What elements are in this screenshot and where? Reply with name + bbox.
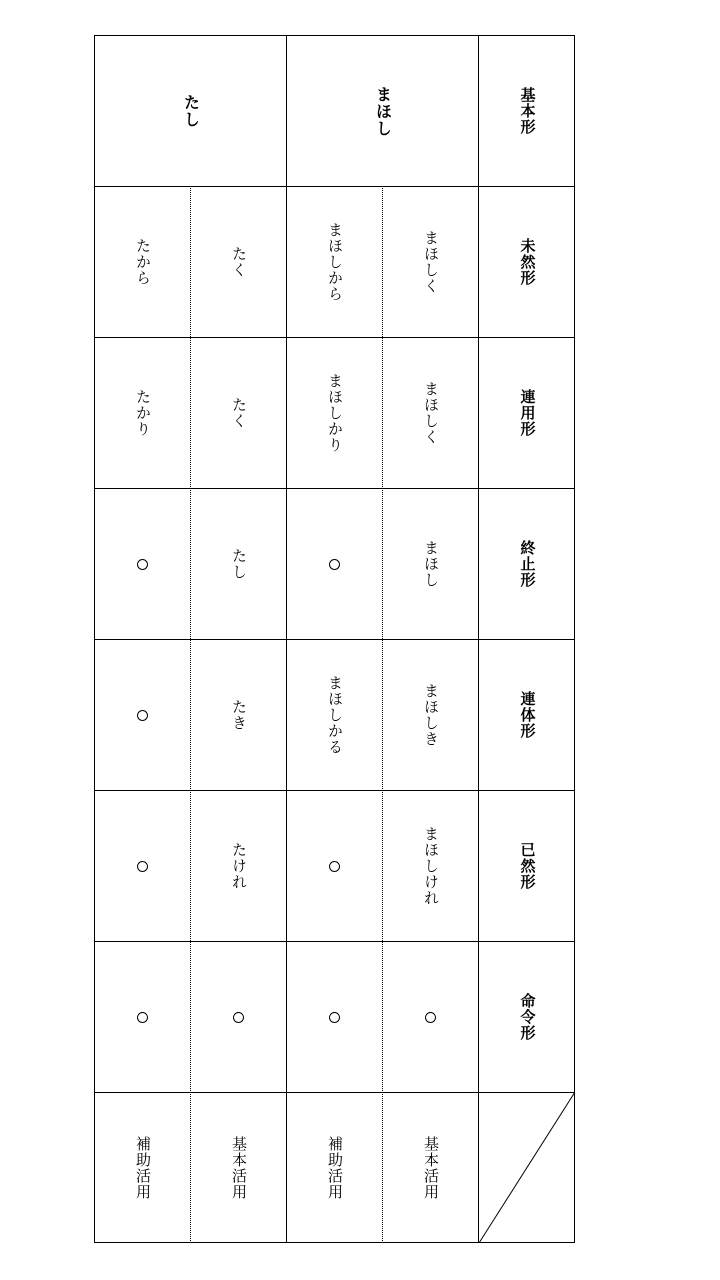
table-cell xyxy=(287,791,382,941)
table-cell xyxy=(191,791,286,941)
row-label: 連用形 xyxy=(518,389,537,437)
table-cell xyxy=(383,942,478,1092)
conjugation-table xyxy=(94,35,575,1243)
row-label: 連体形 xyxy=(518,691,537,739)
empty-circle-icon xyxy=(137,710,148,721)
table-cell xyxy=(95,338,190,488)
footer-label: 基本活用 xyxy=(422,1136,440,1200)
conjugation-form: まほしかり xyxy=(326,373,344,453)
footer-label: 補助活用 xyxy=(326,1136,344,1200)
conjugation-form: まほしく xyxy=(422,381,440,445)
table-cell xyxy=(95,640,190,790)
table-cell xyxy=(383,640,478,790)
header-tashi xyxy=(95,36,286,186)
conjugation-form: まほしき xyxy=(422,683,440,747)
conjugation-form: たく xyxy=(230,397,248,429)
table-cell xyxy=(191,942,286,1092)
row-label-cell xyxy=(479,489,575,639)
conjugation-form: まほしく xyxy=(422,230,440,294)
table-cell xyxy=(383,338,478,488)
conjugation-form: たく xyxy=(230,246,248,278)
header-kihonkei xyxy=(479,36,575,186)
row-label-cell xyxy=(479,338,575,488)
table-cell xyxy=(287,338,382,488)
row-label: 已然形 xyxy=(518,842,537,890)
empty-circle-icon xyxy=(329,1012,340,1023)
conjugation-form: たかり xyxy=(134,389,152,437)
footer-label: 補助活用 xyxy=(134,1136,152,1200)
table-cell xyxy=(383,489,478,639)
empty-circle-icon xyxy=(329,559,340,570)
conjugation-form: たき xyxy=(230,699,248,731)
conjugation-form: たけれ xyxy=(230,842,248,890)
table-cell xyxy=(191,489,286,639)
conjugation-form: まほし xyxy=(422,540,440,588)
row-label-cell xyxy=(479,187,575,337)
conjugation-form: たし xyxy=(230,548,248,580)
footer-mahoshi-hojo xyxy=(287,1093,382,1243)
empty-circle-icon xyxy=(329,861,340,872)
diagonal-corner-cell xyxy=(479,1092,575,1243)
table-cell xyxy=(383,187,478,337)
row-label-cell xyxy=(479,791,575,941)
row-label: 命令形 xyxy=(518,993,537,1041)
footer-tashi-hojo xyxy=(95,1093,190,1243)
table-cell xyxy=(287,640,382,790)
row-label-cell xyxy=(479,640,575,790)
conjugation-form: たから xyxy=(134,238,152,286)
empty-circle-icon xyxy=(233,1012,244,1023)
diagonal-line xyxy=(479,1092,575,1243)
table-cell xyxy=(287,489,382,639)
row-label-cell xyxy=(479,942,575,1092)
header-tashi-label: たし xyxy=(181,94,201,128)
row-label: 未然形 xyxy=(518,238,537,286)
empty-circle-icon xyxy=(137,559,148,570)
table-cell xyxy=(191,640,286,790)
table-cell xyxy=(287,942,382,1092)
table-cell xyxy=(287,187,382,337)
header-kihonkei-label: 基本形 xyxy=(518,87,537,135)
header-mahoshi xyxy=(287,36,478,186)
table-cell xyxy=(95,791,190,941)
table-cell xyxy=(191,338,286,488)
header-mahoshi-label: まほし xyxy=(373,85,393,137)
empty-circle-icon xyxy=(137,861,148,872)
table-cell xyxy=(95,489,190,639)
conjugation-form: まほしかる xyxy=(326,675,344,755)
empty-circle-icon xyxy=(425,1012,436,1023)
row-label: 終止形 xyxy=(518,540,537,588)
conjugation-form: まほしけれ xyxy=(422,826,440,906)
empty-circle-icon xyxy=(137,1012,148,1023)
footer-tashi-kihon xyxy=(191,1093,286,1243)
table-cell xyxy=(191,187,286,337)
table-cell xyxy=(383,791,478,941)
table-cell xyxy=(95,942,190,1092)
footer-label: 基本活用 xyxy=(230,1136,248,1200)
conjugation-form: まほしから xyxy=(326,222,344,302)
table-cell xyxy=(95,187,190,337)
footer-mahoshi-kihon xyxy=(383,1093,478,1243)
